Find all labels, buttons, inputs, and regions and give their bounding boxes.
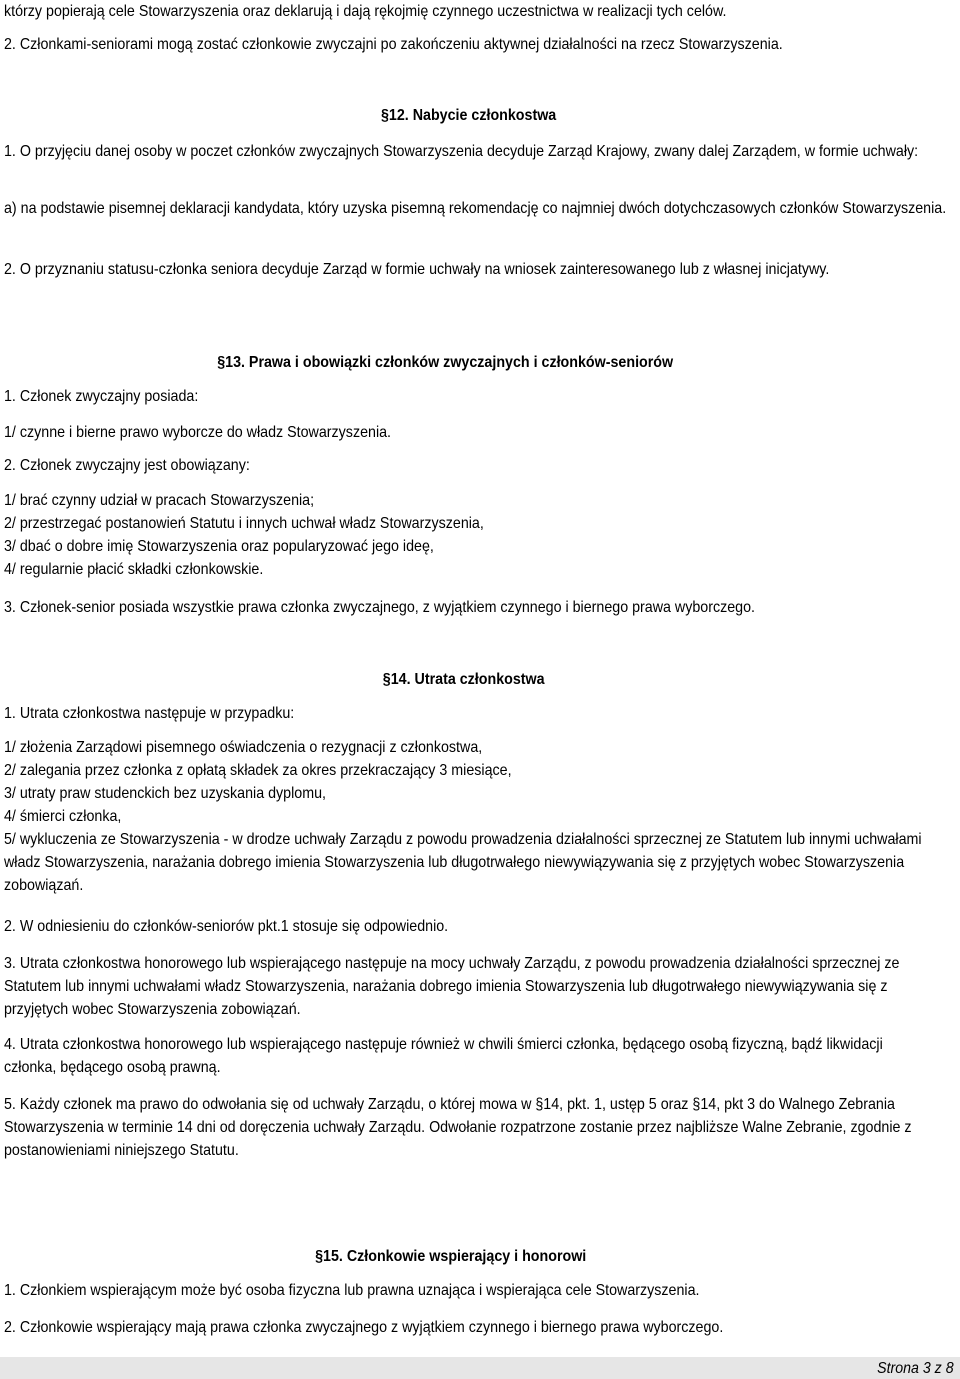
section-13-paragraph-4: 3. Członek-senior posiada wszystkie prawa członka zwyczajnego, z wyjątkiem czynnego i biernego prawa wyborczego. [4, 599, 756, 616]
list-item: 1/ złożenia Zarządowi pisemnego oświadczenia o rezygnacji z członkostwa, [4, 739, 483, 756]
section-14-paragraph-1: 1. Utrata członkostwa następuje w przypadku: [4, 705, 295, 722]
list-item: 2/ przestrzegać postanowień Statutu i innych uchwał władz Stowarzyszenia, [4, 515, 484, 532]
section-13-paragraph-1: 1. Członek zwyczajny posiada: [4, 388, 199, 405]
list-item: 3/ utraty praw studenckich bez uzyskania dyplomu, [4, 785, 326, 802]
section-12-paragraph-1: 1. O przyjęciu danej osoby w poczet członków zwyczajnych Stowarzyszenia decyduje Zarząd Krajowy, zwany dalej Zarządem, w formie uchwały: [4, 143, 919, 160]
section-13-paragraph-2: 1/ czynne i bierne prawo wyborcze do władz Stowarzyszenia. [4, 424, 392, 441]
section-14-paragraph-4: 4. Utrata członkostwa honorowego lub wspierającego następuje również w chwili śmierci członka, będącego osobą fizyczną, bądź likwidacji członka, będącego osobą prawną. [4, 1036, 883, 1076]
list-item: 1/ brać czynny udział w pracach Stowarzyszenia; [4, 492, 315, 509]
section-15-paragraph-2: 2. Członkowie wspierający mają prawa członka zwyczajnego z wyjątkiem czynnego i biernego prawa wyborczego. [4, 1319, 724, 1336]
list-item: 4/ śmierci członka, [4, 808, 122, 825]
section-13-duties-list [4, 489, 484, 581]
section-15-title: §15. Członkowie wspierający i honorowi [315, 1248, 587, 1265]
section-13-title: §13. Prawa i obowiązki członków zwyczajnych i członków-seniorów [217, 354, 674, 371]
list-item: 2/ zalegania przez członka z opłatą składek za okres przekraczający 3 miesiące, [4, 762, 512, 779]
list-item: 5/ wykluczenia ze Stowarzyszenia - w drodze uchwały Zarządu z powodu prowadzenia działalności sprzecznej ze Statutem lub innymi uchwałami władz Stowarzyszenia, narażania dobrego imienia Stowarzyszenia lub długotrwałego niewywiązywania się z przyjętych wobec Stowarzyszenia zobowiązań. [4, 831, 922, 894]
section-14-paragraph-5: 5. Każdy członek ma prawo do odwołania się od uchwały Zarządu, o której mowa w §14, pkt. 1, ustęp 5 oraz §14, pkt 3 do Walnego Zebrania Stowarzyszenia w terminie 14 dni od doręczenia uchwały Zarządu. Odwołanie rozpatrzone zostanie przez najbliższe Walne Zebranie, zgodnie z postanowieniami niniejszego Statutu. [4, 1096, 912, 1159]
section-12-title: §12. Nabycie członkostwa [380, 107, 557, 124]
page-number: Strona 3 z 8 [877, 1360, 954, 1377]
list-item: 3/ dbać o dobre imię Stowarzyszenia oraz popularyzować jego ideę, [4, 538, 434, 555]
section-13-paragraph-3: 2. Członek zwyczajny jest obowiązany: [4, 457, 250, 474]
section-14-paragraph-2: 2. W odniesieniu do członków-seniorów pkt.1 stosuje się odpowiednio. [4, 918, 449, 935]
page-footer [0, 1357, 960, 1379]
list-item: 4/ regularnie płacić składki członkowskie. [4, 561, 264, 578]
section-14-paragraph-3: 3. Utrata członkostwa honorowego lub wspierającego następuje na mocy uchwały Zarządu, z powodu prowadzenia działalności sprzecznej ze Statutem lub innymi uchwałami władz Stowarzyszenia, narażania dobrego imienia Stowarzyszenia lub długotrwałego niewywiązywania się z przyjętych wobec Stowarzyszenia zobowiązań. [4, 955, 900, 1018]
section-14-title: §14. Utrata członkostwa [382, 671, 545, 688]
section-12-paragraph-2: a) na podstawie pisemnej deklaracji kandydata, który uzyska pisemną rekomendację co najmniej dwóch dotychczasowych członków Stowarzyszenia. [4, 200, 947, 217]
section-14-cases-list [4, 736, 956, 897]
section-12-paragraph-3: 2. O przyznaniu statusu-członka seniora decyduje Zarząd w formie uchwały na wniosek zainteresowanego lub z własnej inicjatywy. [4, 261, 830, 278]
section-15-paragraph-1: 1. Członkiem wspierającym może być osoba fizyczna lub prawna uznająca i wspierająca cele Stowarzyszenia. [4, 1282, 700, 1299]
intro-line-1: którzy popierają cele Stowarzyszenia oraz deklarują i dają rękojmię czynnego uczestnictwa w realizacji tych celów. [4, 3, 727, 20]
intro-line-2: 2. Członkami-seniorami mogą zostać członkowie zwyczajni po zakończeniu aktywnej działalności na rzecz Stowarzyszenia. [4, 36, 783, 53]
